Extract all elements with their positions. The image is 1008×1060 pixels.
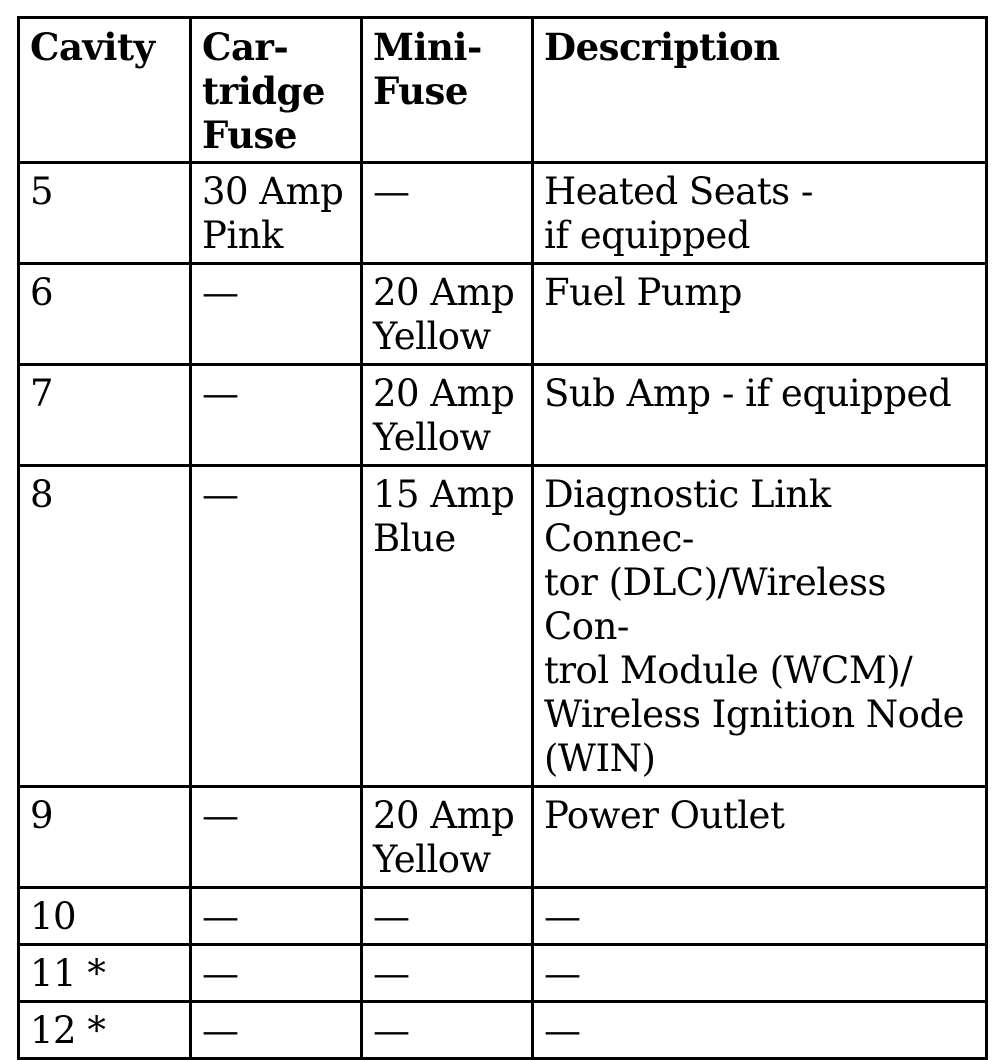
mini-fuse-value: —: [373, 1009, 410, 1052]
header-cavity: [19, 18, 191, 163]
description-cell: [533, 888, 987, 945]
table-row: [19, 264, 987, 365]
cavity-value: 7: [30, 372, 54, 415]
description-value: Diagnostic Link Connec- tor (DLC)/Wireless Con- trol Module (WCM)/ Wireless Ignition Node (WIN): [544, 473, 965, 780]
cartridge-fuse-value: —: [202, 1009, 239, 1052]
mini-fuse-cell: [362, 888, 533, 945]
description-value: —: [544, 895, 581, 938]
mini-fuse-cell: [362, 945, 533, 1002]
mini-fuse-cell: [362, 466, 533, 787]
cartridge-fuse-value: —: [202, 895, 239, 938]
table-row: [19, 1002, 987, 1059]
cartridge-fuse-value: —: [202, 952, 239, 995]
header-description-label: Description: [544, 25, 780, 69]
mini-fuse-value: —: [373, 170, 410, 213]
cavity-value: 10: [30, 895, 77, 938]
table-row: [19, 945, 987, 1002]
cartridge-fuse-value: —: [202, 372, 239, 415]
cartridge-fuse-cell: [191, 787, 362, 888]
table-header-row: [19, 18, 987, 163]
cavity-cell: [19, 466, 191, 787]
description-value: Power Outlet: [544, 794, 785, 837]
mini-fuse-value: —: [373, 952, 410, 995]
header-cartridge-fuse: [191, 18, 362, 163]
cavity-value: 5: [30, 170, 54, 213]
cavity-cell: [19, 1002, 191, 1059]
table-row: [19, 163, 987, 264]
cartridge-fuse-value: —: [202, 794, 239, 837]
cartridge-fuse-cell: [191, 163, 362, 264]
description-value: —: [544, 1009, 581, 1052]
header-mini-fuse: [362, 18, 533, 163]
mini-fuse-cell: [362, 365, 533, 466]
description-value: Heated Seats - if equipped: [544, 170, 813, 257]
cavity-value: 8: [30, 473, 54, 516]
cavity-value: 11 *: [30, 952, 106, 995]
cavity-cell: [19, 163, 191, 264]
description-cell: [533, 365, 987, 466]
description-cell: [533, 163, 987, 264]
cartridge-fuse-cell: [191, 264, 362, 365]
description-value: —: [544, 952, 581, 995]
header-description: [533, 18, 987, 163]
table-row: [19, 466, 987, 787]
cartridge-fuse-cell: [191, 365, 362, 466]
cavity-cell: [19, 365, 191, 466]
mini-fuse-cell: [362, 163, 533, 264]
header-cartridge-fuse-label: Car- tridge Fuse: [202, 25, 325, 157]
mini-fuse-value: 20 Amp Yellow: [373, 372, 515, 459]
cartridge-fuse-cell: [191, 888, 362, 945]
cartridge-fuse-value: 30 Amp Pink: [202, 170, 344, 257]
mini-fuse-cell: [362, 264, 533, 365]
mini-fuse-cell: [362, 787, 533, 888]
cartridge-fuse-value: —: [202, 473, 239, 516]
header-cavity-label: Cavity: [30, 25, 155, 69]
table-row: [19, 888, 987, 945]
table-row: [19, 787, 987, 888]
description-cell: [533, 787, 987, 888]
fuse-table: [17, 16, 988, 1060]
mini-fuse-value: 20 Amp Yellow: [373, 271, 515, 358]
description-value: Fuel Pump: [544, 271, 742, 314]
cavity-value: 6: [30, 271, 54, 314]
cartridge-fuse-cell: [191, 466, 362, 787]
cavity-value: 9: [30, 794, 54, 837]
mini-fuse-value: 20 Amp Yellow: [373, 794, 515, 881]
table-row: [19, 365, 987, 466]
cavity-value: 12 *: [30, 1009, 106, 1052]
cartridge-fuse-cell: [191, 1002, 362, 1059]
cavity-cell: [19, 264, 191, 365]
description-value: Sub Amp - if equipped: [544, 372, 952, 415]
description-cell: [533, 466, 987, 787]
header-mini-fuse-label: Mini- Fuse: [373, 25, 482, 113]
mini-fuse-cell: [362, 1002, 533, 1059]
cavity-cell: [19, 888, 191, 945]
mini-fuse-value: 15 Amp Blue: [373, 473, 515, 560]
mini-fuse-value: —: [373, 895, 410, 938]
description-cell: [533, 945, 987, 1002]
cartridge-fuse-cell: [191, 945, 362, 1002]
cavity-cell: [19, 945, 191, 1002]
description-cell: [533, 1002, 987, 1059]
cavity-cell: [19, 787, 191, 888]
cartridge-fuse-value: —: [202, 271, 239, 314]
description-cell: [533, 264, 987, 365]
